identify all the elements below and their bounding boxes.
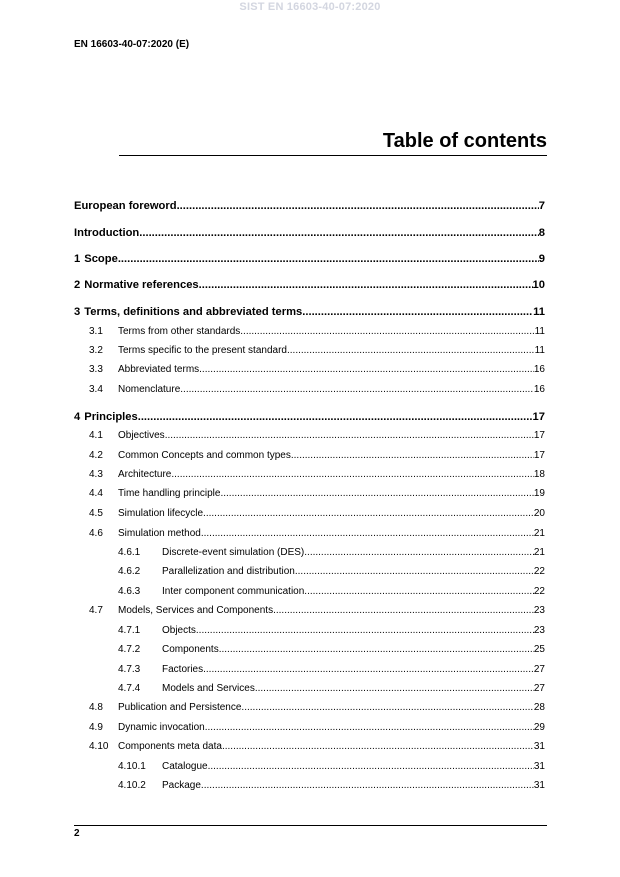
toc-entry-number: 3.1 xyxy=(89,326,103,337)
toc-entry-number: 4.8 xyxy=(89,702,103,713)
toc-dot-leader xyxy=(240,326,534,337)
toc-dot-leader xyxy=(199,279,533,291)
toc-entry-number: 4.7.3 xyxy=(118,664,141,675)
toc-dot-leader xyxy=(222,741,534,752)
toc-entry-page: 17 xyxy=(533,450,545,461)
toc-dot-leader xyxy=(287,345,535,356)
toc-entry-label: Discrete-event simulation (DES) xyxy=(162,547,305,558)
toc-entry[interactable] xyxy=(89,605,545,621)
toc-entry-label: Parallelization and distribution xyxy=(162,566,295,577)
toc-entry-label: Architecture xyxy=(118,469,172,480)
toc-dot-leader xyxy=(139,227,539,239)
toc-entry[interactable] xyxy=(89,326,545,342)
toc-entry-label: Models, Services and Components xyxy=(118,605,274,616)
toc-dot-leader xyxy=(203,508,534,519)
toc-dot-leader xyxy=(219,644,534,655)
toc-entry-page: 19 xyxy=(533,488,545,499)
toc-entry-label: Components xyxy=(162,644,219,655)
toc-dot-leader xyxy=(201,780,534,791)
toc-entry-label: European foreword xyxy=(74,200,177,212)
toc-entry-number: 4.10.1 xyxy=(118,761,146,772)
toc-entry-number: 3.3 xyxy=(89,364,103,375)
watermark: SIST EN 16603-40-07:2020 xyxy=(239,1,381,13)
toc-entry-label: Inter component communication xyxy=(162,586,305,597)
toc-entry-page: 9 xyxy=(538,253,545,265)
toc-entry[interactable] xyxy=(89,488,545,504)
toc-entry[interactable] xyxy=(118,586,545,602)
toc-entry-number: 4.4 xyxy=(89,488,103,499)
toc-entry-label: Scope xyxy=(84,253,118,265)
toc-entry[interactable] xyxy=(89,450,545,466)
footer-divider xyxy=(74,825,547,826)
toc-dot-leader xyxy=(180,384,534,395)
toc-dot-leader xyxy=(171,469,534,480)
toc-entry-number: 4.2 xyxy=(89,450,103,461)
toc-dot-leader xyxy=(304,547,534,558)
toc-dot-leader xyxy=(241,702,533,713)
toc-entry-label: Catalogue xyxy=(162,761,208,772)
toc-entry[interactable] xyxy=(89,364,545,380)
toc-entry[interactable] xyxy=(74,411,545,427)
toc-dot-leader xyxy=(208,761,534,772)
toc-dot-leader xyxy=(273,605,534,616)
toc-entry[interactable] xyxy=(89,702,545,718)
toc-entry-label: Introduction xyxy=(74,227,140,239)
toc-entry-page: 29 xyxy=(533,722,545,733)
toc-entry-label: Principles xyxy=(84,411,138,423)
toc-entry[interactable] xyxy=(118,664,545,680)
toc-entry-label: Models and Services xyxy=(162,683,255,694)
toc-entry-page: 22 xyxy=(533,566,545,577)
toc-entry-page: 21 xyxy=(533,528,545,539)
toc-entry[interactable] xyxy=(89,741,545,757)
toc-entry[interactable] xyxy=(89,722,545,738)
toc-entry-number: 4.9 xyxy=(89,722,103,733)
toc-entry[interactable] xyxy=(74,200,545,216)
toc-entry-label: Components meta data xyxy=(118,741,222,752)
toc-entry[interactable] xyxy=(118,625,545,641)
page-number: 2 xyxy=(74,828,80,839)
toc-entry-number: 4.10 xyxy=(89,741,109,752)
toc-entry-number: 4 xyxy=(74,411,81,423)
toc-entry-number: 4.7.4 xyxy=(118,683,141,694)
toc-entry-label: Terms specific to the present standard xyxy=(118,345,287,356)
toc-entry-page: 23 xyxy=(533,605,545,616)
toc-entry-page: 16 xyxy=(533,384,545,395)
toc-entry-number: 4.3 xyxy=(89,469,103,480)
toc-entry-number: 4.7.2 xyxy=(118,644,141,655)
toc-entry-label: Package xyxy=(162,780,201,791)
toc-entry-label: Simulation lifecycle xyxy=(118,508,204,519)
toc-entry-page: 16 xyxy=(533,364,545,375)
toc-entry-label: Terms from other standards xyxy=(118,326,241,337)
toc-entry-page: 11 xyxy=(533,306,545,318)
toc-dot-leader xyxy=(118,253,539,265)
toc-dot-leader xyxy=(165,430,534,441)
toc-entry-page: 28 xyxy=(533,702,545,713)
toc-entry-label: Terms, definitions and abbreviated terms xyxy=(84,306,303,318)
toc-entry-page: 21 xyxy=(533,547,545,558)
toc-entry[interactable] xyxy=(118,780,545,796)
toc-dot-leader xyxy=(255,683,534,694)
toc-entry-page: 17 xyxy=(532,411,545,423)
toc-entry[interactable] xyxy=(89,430,545,446)
toc-entry[interactable] xyxy=(89,528,545,544)
toc-dot-leader xyxy=(177,200,539,212)
toc-entry-number: 3 xyxy=(74,306,81,318)
toc-entry-page: 7 xyxy=(538,200,545,212)
toc-entry[interactable] xyxy=(74,227,545,243)
toc-entry-label: Objectives xyxy=(118,430,165,441)
toc-entry-label: Abbreviated terms xyxy=(118,364,200,375)
toc-entry-page: 22 xyxy=(533,586,545,597)
toc-entry-number: 1 xyxy=(74,253,81,265)
toc-entry[interactable] xyxy=(118,547,545,563)
toc-dot-leader xyxy=(220,488,533,499)
toc-entry-number: 4.7 xyxy=(89,605,103,616)
toc-entry-number: 3.4 xyxy=(89,384,103,395)
toc-entry-label: Objects xyxy=(162,625,196,636)
toc-entry-page: 18 xyxy=(533,469,545,480)
toc-entry-number: 4.6 xyxy=(89,528,103,539)
toc-entry-page: 25 xyxy=(533,644,545,655)
toc-entry-page: 31 xyxy=(533,741,545,752)
toc-entry[interactable] xyxy=(74,306,545,322)
toc-entry-number: 4.10.2 xyxy=(118,780,146,791)
toc-entry-label: Common Concepts and common types xyxy=(118,450,291,461)
toc-dot-leader xyxy=(196,625,534,636)
toc-entry-label: Simulation method xyxy=(118,528,201,539)
document-id: EN 16603-40-07:2020 (E) xyxy=(74,39,190,50)
toc-entry-page: 27 xyxy=(533,664,545,675)
toc-entry[interactable] xyxy=(89,384,545,400)
toc-entry[interactable] xyxy=(89,508,545,524)
toc-entry-page: 20 xyxy=(533,508,545,519)
toc-entry[interactable] xyxy=(118,683,545,699)
toc-dot-leader xyxy=(295,566,534,577)
toc-entry[interactable] xyxy=(89,345,545,361)
toc-entry-label: Dynamic invocation xyxy=(118,722,205,733)
toc-entry[interactable] xyxy=(118,761,545,777)
toc-entry-label: Time handling principle xyxy=(118,488,221,499)
toc-entry-page: 27 xyxy=(533,683,545,694)
toc-entry-number: 4.6.2 xyxy=(118,566,141,577)
toc-dot-leader xyxy=(138,411,533,423)
toc-entry-page: 11 xyxy=(534,326,545,337)
toc-dot-leader xyxy=(199,364,534,375)
toc-dot-leader xyxy=(304,586,534,597)
toc-entry-number: 4.6.3 xyxy=(118,586,141,597)
toc-entry-page: 17 xyxy=(533,430,545,441)
toc-entry-page: 10 xyxy=(532,279,545,291)
toc-entry-page: 23 xyxy=(533,625,545,636)
toc-entry-label: Normative references xyxy=(84,279,199,291)
page-title: Table of contents xyxy=(382,130,547,152)
toc-entry-page: 31 xyxy=(533,780,545,791)
toc-entry[interactable] xyxy=(74,279,545,295)
toc-dot-leader xyxy=(205,722,534,733)
toc-entry-number: 4.7.1 xyxy=(118,625,141,636)
title-divider xyxy=(119,155,547,156)
toc-dot-leader xyxy=(201,528,534,539)
toc-entry-page: 11 xyxy=(534,345,545,356)
toc-entry[interactable] xyxy=(118,644,545,660)
toc-entry-label: Nomenclature xyxy=(118,384,181,395)
toc-entry-number: 4.5 xyxy=(89,508,103,519)
toc-entry[interactable] xyxy=(89,469,545,485)
toc-dot-leader xyxy=(203,664,534,675)
toc-entry-number: 4.1 xyxy=(89,430,103,441)
toc-entry-number: 4.6.1 xyxy=(118,547,141,558)
toc-entry[interactable] xyxy=(118,566,545,582)
toc-dot-leader xyxy=(291,450,534,461)
toc-entry-page: 8 xyxy=(538,227,545,239)
toc-entry-label: Publication and Persistence xyxy=(118,702,242,713)
toc-dot-leader xyxy=(302,306,533,318)
toc-entry-number: 2 xyxy=(74,279,81,291)
toc-entry-page: 31 xyxy=(533,761,545,772)
toc-entry-number: 3.2 xyxy=(89,345,103,356)
toc-entry[interactable] xyxy=(74,253,545,269)
toc-entry-label: Factories xyxy=(162,664,204,675)
